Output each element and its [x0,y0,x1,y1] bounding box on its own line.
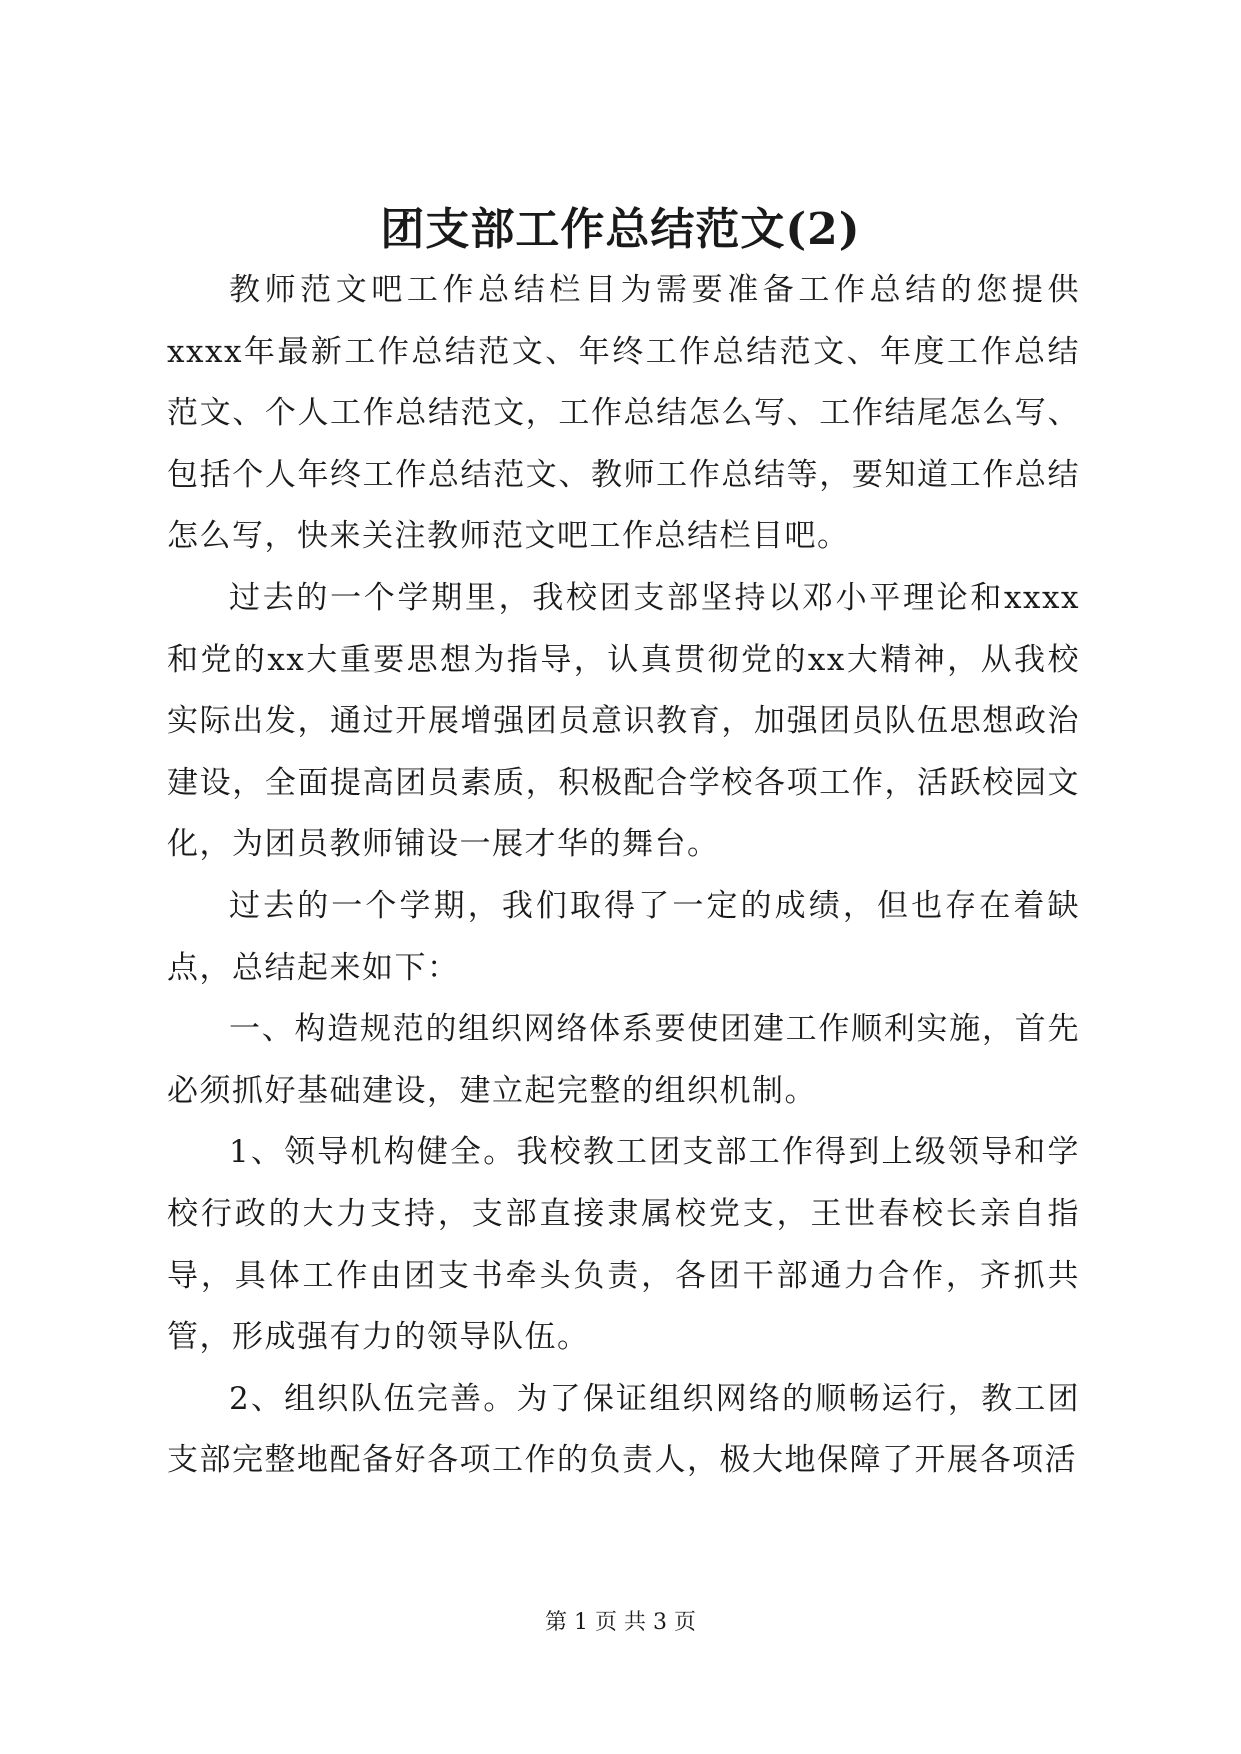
page-number-footer: 第 1 页 共 3 页 [545,1610,696,1635]
paragraph-item-two: 2、组织队伍完善。为了保证组织网络的顺畅运行，教工团支部完整地配备好各项工作的负责人，极大地保障了开展各项活 [167,1380,1080,1479]
paragraph-intro: 教师范文吧工作总结栏目为需要准备工作总结的您提供xxxx年最新工作总结范文、年终工作总结范文、年度工作总结范文、个人工作总结范文，工作总结怎么写、工作结尾怎么写、包括个人年终工作总结范文、教师工作总结等，要知道工作总结怎么写，快来关注教师范文吧工作总结栏目吧。 [167,272,1080,555]
paragraph-item-one: 1、领导机构健全。我校教工团支部工作得到上级领导和学校行政的大力支持，支部直接隶属校党支，王世春校长亲自指导，具体工作由团支书牵头负责，各团干部通力合作，齐抓共管，形成强有力的领导队伍。 [167,1134,1080,1356]
paragraph-section-one: 一、构造规范的组织网络体系要使团建工作顺利实施，首先必须抓好基础建设，建立起完整的组织机制。 [167,1011,1080,1109]
document-body [167,260,1080,1492]
paragraph-summary: 过去的一个学期，我们取得了一定的成绩，但也存在着缺点，总结起来如下： [167,887,1080,986]
document-title: 团支部工作总结范文(2) [380,204,861,255]
paragraph-overview: 过去的一个学期里，我校团支部坚持以邓小平理论和xxxx和党的xx大重要思想为指导，认真贯彻党的xx大精神，从我校实际出发，通过开展增强团员意识教育，加强团员队伍思想政治建设，全面提高团员素质，积极配合学校各项工作，活跃校园文化，为团员教师铺设一展才华的舞台。 [167,579,1080,863]
